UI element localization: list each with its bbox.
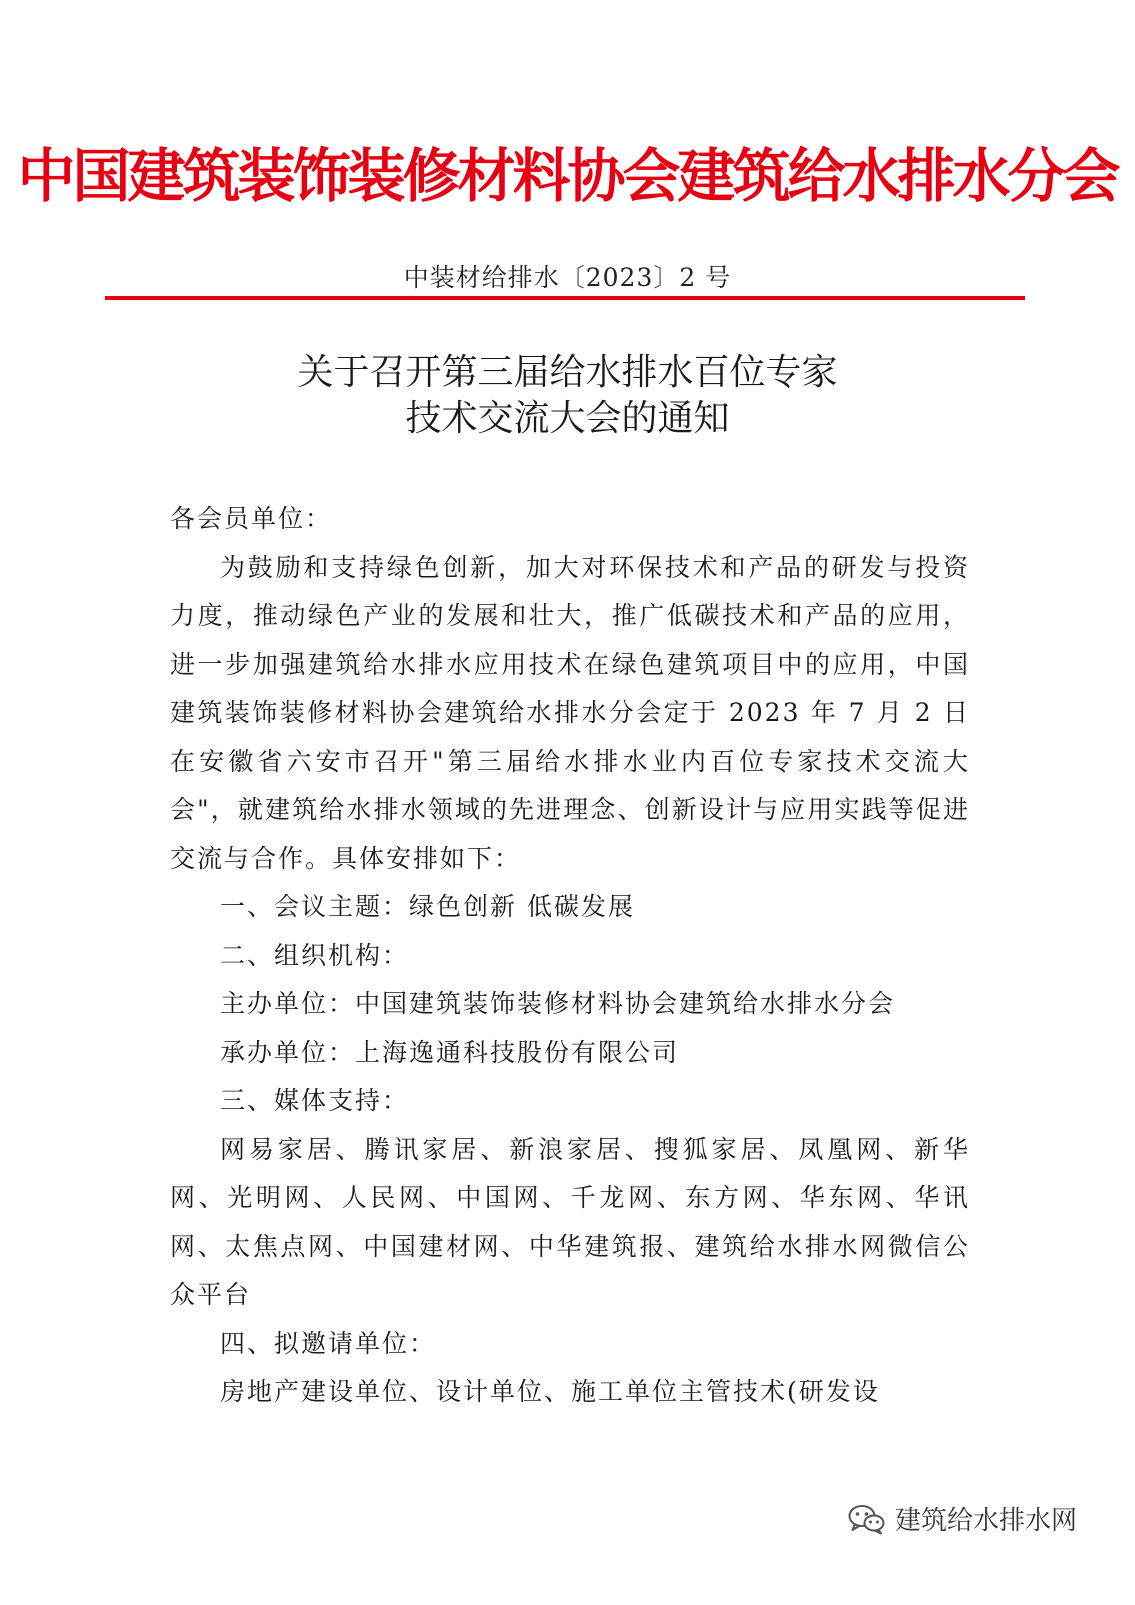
wechat-watermark [847, 1500, 1077, 1537]
intro-paragraph: 为鼓励和支持绿色创新，加大对环保技术和产品的研发与投资力度，推动绿色产业的发展和壮大，推广低碳技术和产品的应用，进一步加强建筑给水排水应用技术在绿色建筑项目中的应用，中国建筑装饰装修材料协会建筑给水排水分会定于 2023 年 7 月 2 日在安徽省六安市召开"第三届给水排水业内百位专家技术交流大会"，就建筑给水排水领域的先进理念、创新设计与应用实践等促进交流与合作。具体安排如下： [170, 552, 970, 873]
section-organization: 二、组织机构： [220, 940, 410, 970]
salutation: 各会员单位： [170, 504, 333, 533]
document-number: 中装材给排水〔2023〕2 号 [403, 263, 732, 292]
red-divider-line [105, 296, 1025, 300]
host-unit: 主办单位：中国建筑装饰装修材料协会建筑给水排水分会 [220, 989, 896, 1018]
issuing-organization-header: 中国建筑装饰装修材料协会建筑给水排水分会 [17, 142, 1118, 210]
document-title [0, 350, 1135, 442]
section-theme: 一、会议主题：绿色创新 低碳发展 [220, 892, 635, 921]
invitees-text: 房地产建设单位、设计单位、施工单位主管技术(研发设 [220, 1377, 880, 1406]
section-invitees: 四、拟邀请单位： [220, 1328, 437, 1358]
organizer-unit: 承办单位：上海逸通科技股份有限公司 [220, 1037, 680, 1067]
document-body [170, 495, 970, 1417]
title-line-1: 关于召开第三届给水排水百位专家 [297, 352, 838, 393]
media-list: 网易家居、腾讯家居、新浪家居、搜狐家居、凤凰网、新华网、光明网、人民网、中国网、千龙网、东方网、华东网、华讯网、太焦点网、中国建材网、中华建筑报、建筑给水排水网微信公众平台 [170, 1134, 970, 1309]
wechat-icon [847, 1503, 885, 1535]
watermark-text: 建筑给水排水网 [894, 1506, 1077, 1536]
section-media: 三、媒体支持： [220, 1086, 410, 1115]
title-line-2: 技术交流大会的通知 [405, 398, 730, 439]
